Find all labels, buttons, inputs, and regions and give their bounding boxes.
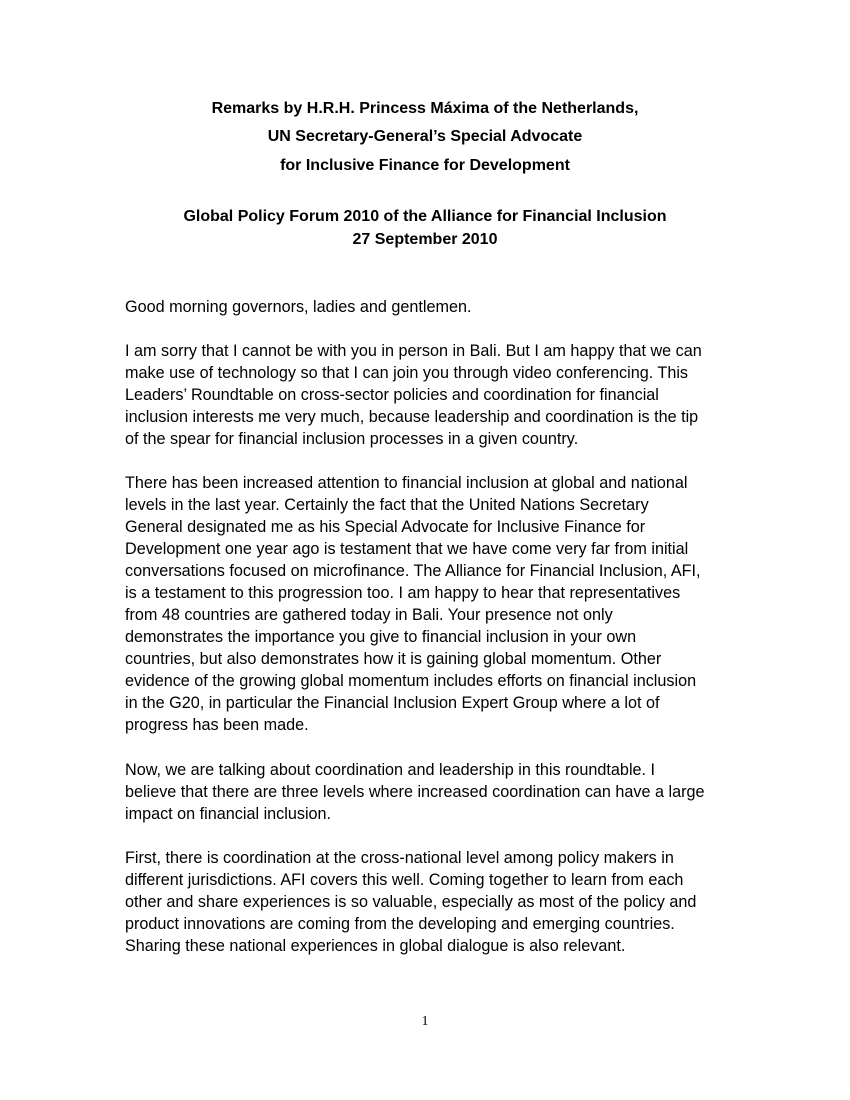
paragraph-line: other and share experiences is so valuable, especially as most of the policy and: [125, 893, 697, 911]
event-title: Global Policy Forum 2010 of the Alliance for Financial Inclusion: [183, 208, 667, 225]
paragraph-line: in the G20, in particular the Financial Inclusion Expert Group where a lot of: [125, 694, 660, 712]
paragraph-line: conversations focused on microfinance. The Alliance for Financial Inclusion, AFI,: [125, 562, 701, 580]
paragraph-line: is a testament to this progression too. I am happy to hear that representatives: [125, 584, 681, 602]
paragraph-intro: [125, 340, 745, 450]
paragraph-line: impact on financial inclusion.: [125, 805, 332, 823]
paragraph-line: Development one year ago is testament that we have come very far from initial: [125, 540, 689, 558]
paragraph-line: Leaders’ Roundtable on cross-sector policies and coordination for financial: [125, 386, 659, 404]
paragraph-line: inclusion interests me very much, because leadership and coordination is the tip: [125, 408, 699, 426]
paragraph-line: Sharing these national experiences in global dialogue is also relevant.: [125, 937, 626, 955]
paragraph-line: believe that there are three levels where increased coordination can have a large: [125, 783, 705, 801]
paragraph-line: countries, but also demonstrates how it is gaining global momentum. Other: [125, 650, 662, 668]
paragraph-line: of the spear for financial inclusion processes in a given country.: [125, 430, 579, 448]
title-line-3: for Inclusive Finance for Development: [280, 157, 570, 174]
paragraph-greeting: [125, 296, 745, 318]
paragraph-attention: [125, 472, 745, 736]
paragraph-line: make use of technology so that I can join you through video conferencing. This: [125, 364, 689, 382]
paragraph-line: from 48 countries are gathered today in Bali. Your presence not only: [125, 606, 613, 624]
paragraph-line: Now, we are talking about coordination and leadership in this roundtable. I: [125, 761, 656, 779]
paragraph-line: product innovations are coming from the developing and emerging countries.: [125, 915, 675, 933]
paragraph-line: different jurisdictions. AFI covers this well. Coming together to learn from each: [125, 871, 684, 889]
paragraph-line: demonstrates the importance you give to financial inclusion in your own: [125, 628, 637, 646]
paragraph-line: evidence of the growing global momentum includes efforts on financial inclusion: [125, 672, 697, 690]
title-line-1: Remarks by H.R.H. Princess Máxima of the Netherlands,: [211, 100, 639, 117]
paragraph-line: progress has been made.: [125, 716, 309, 734]
page-number: 1: [421, 1014, 429, 1029]
paragraph-line: levels in the last year. Certainly the fact that the United Nations Secretary: [125, 496, 649, 514]
paragraph-first-level: [125, 847, 745, 957]
paragraph-line: General designated me as his Special Advocate for Inclusive Finance for: [125, 518, 646, 536]
paragraph-line: There has been increased attention to financial inclusion at global and national: [125, 474, 688, 492]
paragraph-line: I am sorry that I cannot be with you in person in Bali. But I am happy that we can: [125, 342, 702, 360]
title-line-2: UN Secretary-General’s Special Advocate: [267, 128, 583, 145]
paragraph-coordination: [125, 759, 745, 825]
paragraph-line: First, there is coordination at the cross-national level among policy makers in: [125, 849, 674, 867]
paragraph-line: Good morning governors, ladies and gentlemen.: [125, 298, 472, 316]
event-date: 27 September 2010: [352, 231, 498, 248]
